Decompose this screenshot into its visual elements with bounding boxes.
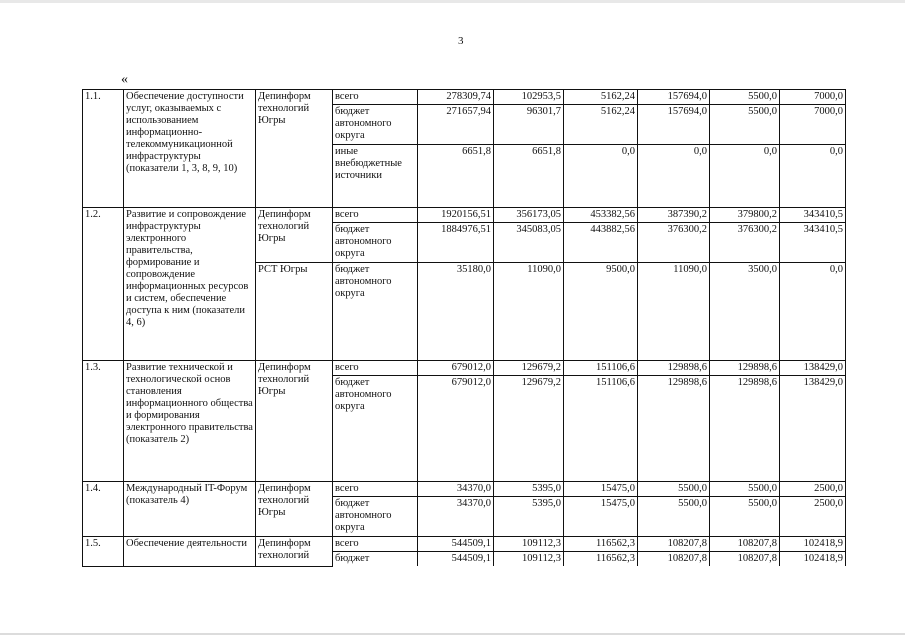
value-cell: 2500,0 [780,482,846,497]
value-cell: 11090,0 [638,263,710,361]
value-cell: 116562,3 [564,552,638,567]
value-cell: 6651,8 [418,145,494,208]
value-cell: 544509,1 [418,537,494,552]
source-label: бюджет автономного округа [333,497,418,537]
row-number: 1.2. [83,208,124,361]
value-cell: 0,0 [780,263,846,361]
table-row [83,482,846,497]
value-cell: 5500,0 [638,482,710,497]
value-cell: 5395,0 [494,482,564,497]
value-cell: 96301,7 [494,105,564,145]
table-row [83,537,846,552]
value-cell: 129898,6 [710,376,780,482]
value-cell: 129679,2 [494,376,564,482]
source-label: всего [333,482,418,497]
value-cell: 108207,8 [710,537,780,552]
value-cell: 453382,56 [564,208,638,223]
value-cell: 679012,0 [418,361,494,376]
value-cell: 157694,0 [638,90,710,105]
table-row [83,361,846,376]
value-cell: 443882,56 [564,223,638,263]
source-label: иные внебюджетные источники [333,145,418,208]
executor: Депинформ технологий Югры [256,208,333,263]
value-cell: 5500,0 [710,482,780,497]
measure-name: Международный IT-Форум (показатель 4) [124,482,256,537]
value-cell: 6651,8 [494,145,564,208]
value-cell: 3500,0 [710,263,780,361]
value-cell: 1920156,51 [418,208,494,223]
value-cell: 108207,8 [638,552,710,567]
value-cell: 102418,9 [780,537,846,552]
value-cell: 345083,05 [494,223,564,263]
row-number: 1.4. [83,482,124,537]
value-cell: 2500,0 [780,497,846,537]
value-cell: 109112,3 [494,537,564,552]
value-cell: 138429,0 [780,376,846,482]
executor: Депинформ технологий [256,537,333,567]
value-cell: 35180,0 [418,263,494,361]
value-cell: 102418,9 [780,552,846,567]
source-label: бюджет [333,552,418,567]
source-label: всего [333,537,418,552]
value-cell: 151106,6 [564,376,638,482]
value-cell: 129898,6 [710,361,780,376]
value-cell: 376300,2 [638,223,710,263]
value-cell: 138429,0 [780,361,846,376]
value-cell: 0,0 [780,145,846,208]
value-cell: 108207,8 [710,552,780,567]
value-cell: 544509,1 [418,552,494,567]
value-cell: 129679,2 [494,361,564,376]
value-cell: 271657,94 [418,105,494,145]
value-cell: 151106,6 [564,361,638,376]
value-cell: 9500,0 [564,263,638,361]
source-label: всего [333,361,418,376]
value-cell: 129898,6 [638,376,710,482]
measure-name: Развитие технической и технологической основ становления информационного общества и формирования электронного правительства (показатель 2) [124,361,256,482]
executor: Депинформ технологий Югры [256,482,333,537]
measure-name: Развитие и сопровождение инфраструктуры электронного правительства, формирование и сопровождение информационных ресурсов и систем, обеспечение доступа к ним (показатели 4, 6) [124,208,256,361]
value-cell: 5500,0 [710,497,780,537]
value-cell: 11090,0 [494,263,564,361]
measure-name: Обеспечение деятельности [124,537,256,567]
opening-quote-mark: « [121,72,128,87]
scan-edge-top [0,0,905,3]
value-cell: 5500,0 [710,105,780,145]
source-label: бюджет автономного округа [333,263,418,361]
value-cell: 5500,0 [638,497,710,537]
value-cell: 108207,8 [638,537,710,552]
value-cell: 157694,0 [638,105,710,145]
row-number: 1.5. [83,537,124,567]
value-cell: 129898,6 [638,361,710,376]
value-cell: 343410,5 [780,208,846,223]
scan-edge-bottom [0,633,905,635]
value-cell: 376300,2 [710,223,780,263]
value-cell: 116562,3 [564,537,638,552]
value-cell: 5162,24 [564,105,638,145]
source-label: бюджет автономного округа [333,105,418,145]
value-cell: 15475,0 [564,497,638,537]
row-number: 1.3. [83,361,124,482]
source-label: всего [333,208,418,223]
table-row [83,208,846,223]
value-cell: 7000,0 [780,105,846,145]
value-cell: 379800,2 [710,208,780,223]
value-cell: 343410,5 [780,223,846,263]
value-cell: 34370,0 [418,482,494,497]
table-row [83,90,846,105]
value-cell: 7000,0 [780,90,846,105]
value-cell: 102953,5 [494,90,564,105]
source-label: бюджет автономного округа [333,376,418,482]
value-cell: 1884976,51 [418,223,494,263]
value-cell: 356173,05 [494,208,564,223]
value-cell: 0,0 [638,145,710,208]
source-label: бюджет автономного округа [333,223,418,263]
executor: Депинформ технологий Югры [256,361,333,482]
value-cell: 5395,0 [494,497,564,537]
value-cell: 15475,0 [564,482,638,497]
value-cell: 109112,3 [494,552,564,567]
value-cell: 0,0 [710,145,780,208]
value-cell: 34370,0 [418,497,494,537]
value-cell: 5500,0 [710,90,780,105]
value-cell: 278309,74 [418,90,494,105]
source-label: всего [333,90,418,105]
executor: Депинформ технологий Югры [256,90,333,208]
value-cell: 679012,0 [418,376,494,482]
row-number: 1.1. [83,90,124,208]
value-cell: 387390,2 [638,208,710,223]
value-cell: 0,0 [564,145,638,208]
budget-table [82,89,846,567]
value-cell: 5162,24 [564,90,638,105]
executor: РСТ Югры [256,263,333,361]
page-number: 3 [458,35,464,47]
measure-name: Обеспечение доступности услуг, оказываемых с использованием информационно-телекоммуникационной инфраструктуры (показатели 1, 3, 8, 9, 10) [124,90,256,208]
